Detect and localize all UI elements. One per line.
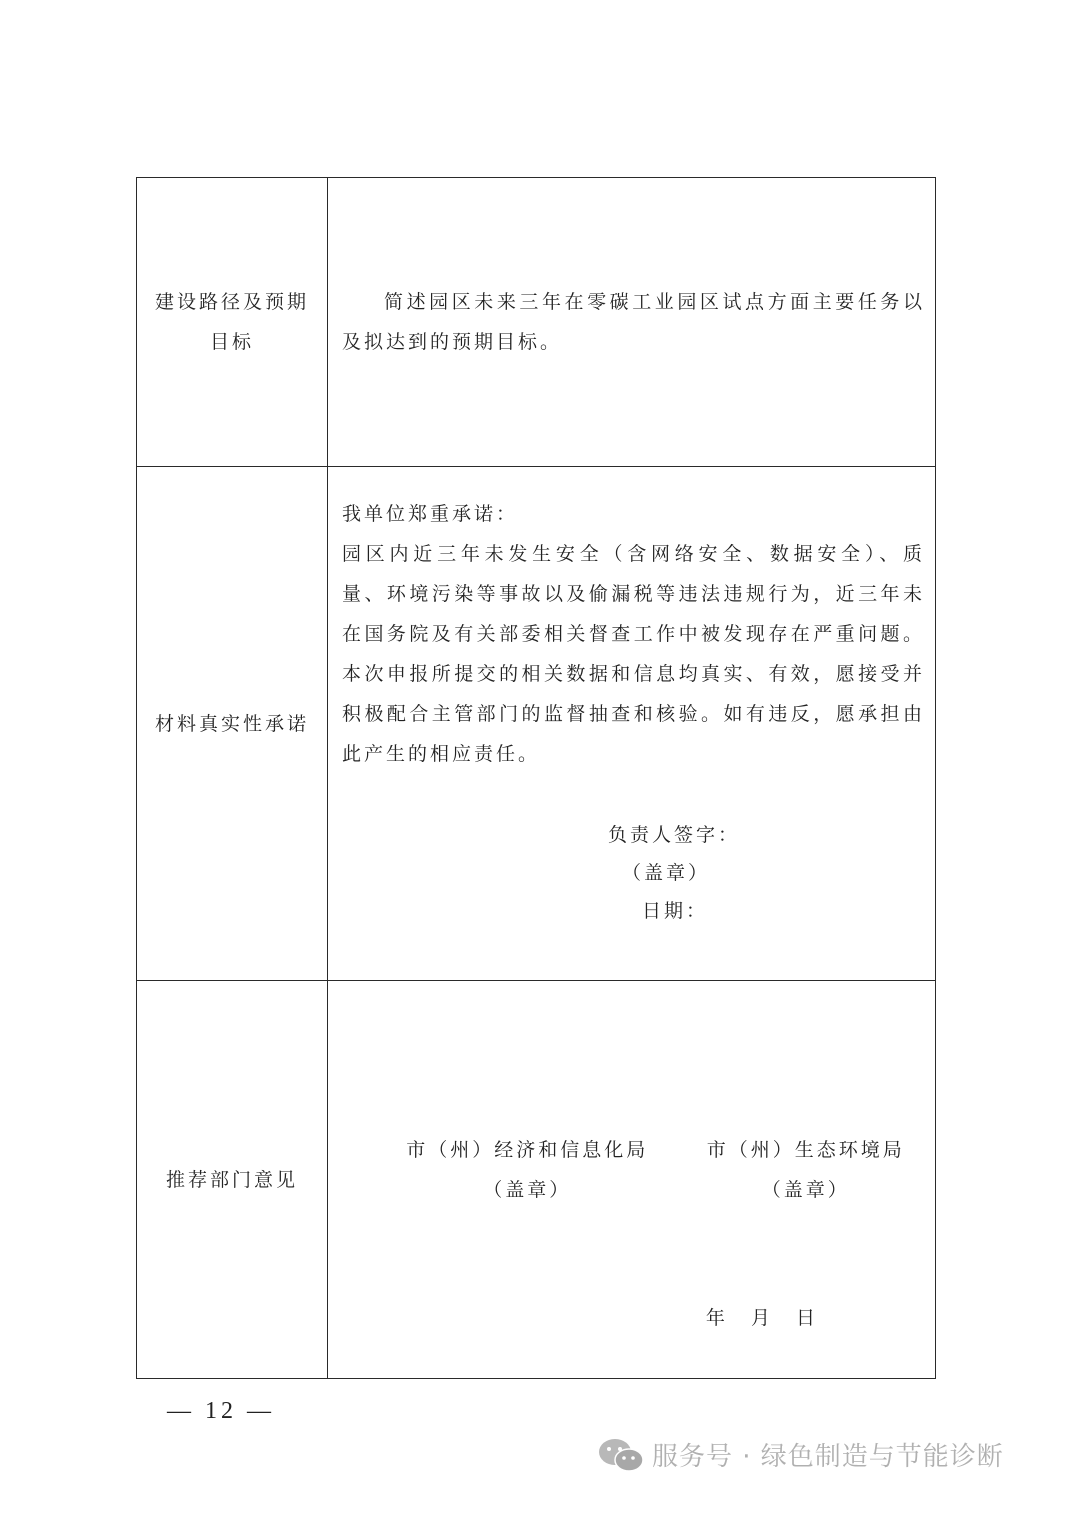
wechat-icon bbox=[598, 1438, 644, 1472]
agency-economy-info bbox=[378, 1130, 676, 1210]
pledge-text: 园区内近三年未发生安全（含网络安全、数据安全）、质量、环境污染等事故以及偷漏税等违法违规行为，近三年未在国务院及有关部委相关督查工作中被发现存在严重问题。本次申报所提交的相关数据和信息均真实、有效，愿接受并积极配合主管部门的监督抽查和核验。如有违反，愿承担由此产生的相应责任。 bbox=[342, 543, 925, 765]
table-row-recommendation bbox=[137, 981, 936, 1379]
table-row-authenticity-pledge bbox=[137, 467, 936, 981]
row-label-authenticity-pledge: 材料真实性承诺 bbox=[137, 467, 328, 981]
row-content-recommendation bbox=[328, 981, 936, 1379]
row-content-construction-path bbox=[328, 178, 936, 467]
table-row-construction-path bbox=[137, 178, 936, 467]
date-label: 日期： bbox=[642, 900, 709, 922]
agency-list bbox=[328, 1130, 935, 1210]
page-number: — 12 — bbox=[167, 1398, 275, 1424]
agency-ecology-environment bbox=[676, 1130, 935, 1210]
label-line-2: 目标 bbox=[209, 331, 254, 353]
seal-label: （盖章） bbox=[622, 862, 711, 884]
watermark bbox=[598, 1436, 1004, 1473]
application-form-table bbox=[136, 177, 936, 1379]
watermark-text: 服务号 · 绿色制造与节能诊断 bbox=[652, 1442, 1004, 1472]
signature-block bbox=[328, 816, 935, 930]
agency-seal: （盖章） bbox=[761, 1178, 850, 1201]
row-label-construction-path bbox=[137, 178, 328, 467]
pledge-heading: 我单位郑重承诺： bbox=[342, 503, 519, 525]
agency-name: 市（州）经济和信息化局 bbox=[406, 1138, 649, 1161]
row-content-authenticity-pledge bbox=[328, 467, 936, 981]
label-line-1: 建设路径及预期 bbox=[154, 291, 309, 313]
construction-path-text: 简述园区未来三年在零碳工业园区试点方面主要任务以及拟达到的预期目标。 bbox=[342, 291, 925, 353]
recommendation-date: 年 月 日 bbox=[705, 1307, 825, 1329]
agency-name: 市（州）生态环境局 bbox=[706, 1138, 905, 1161]
row-label-recommendation: 推荐部门意见 bbox=[137, 981, 328, 1379]
signer-label: 负责人签字： bbox=[608, 824, 741, 846]
agency-seal: （盖章） bbox=[483, 1178, 572, 1201]
